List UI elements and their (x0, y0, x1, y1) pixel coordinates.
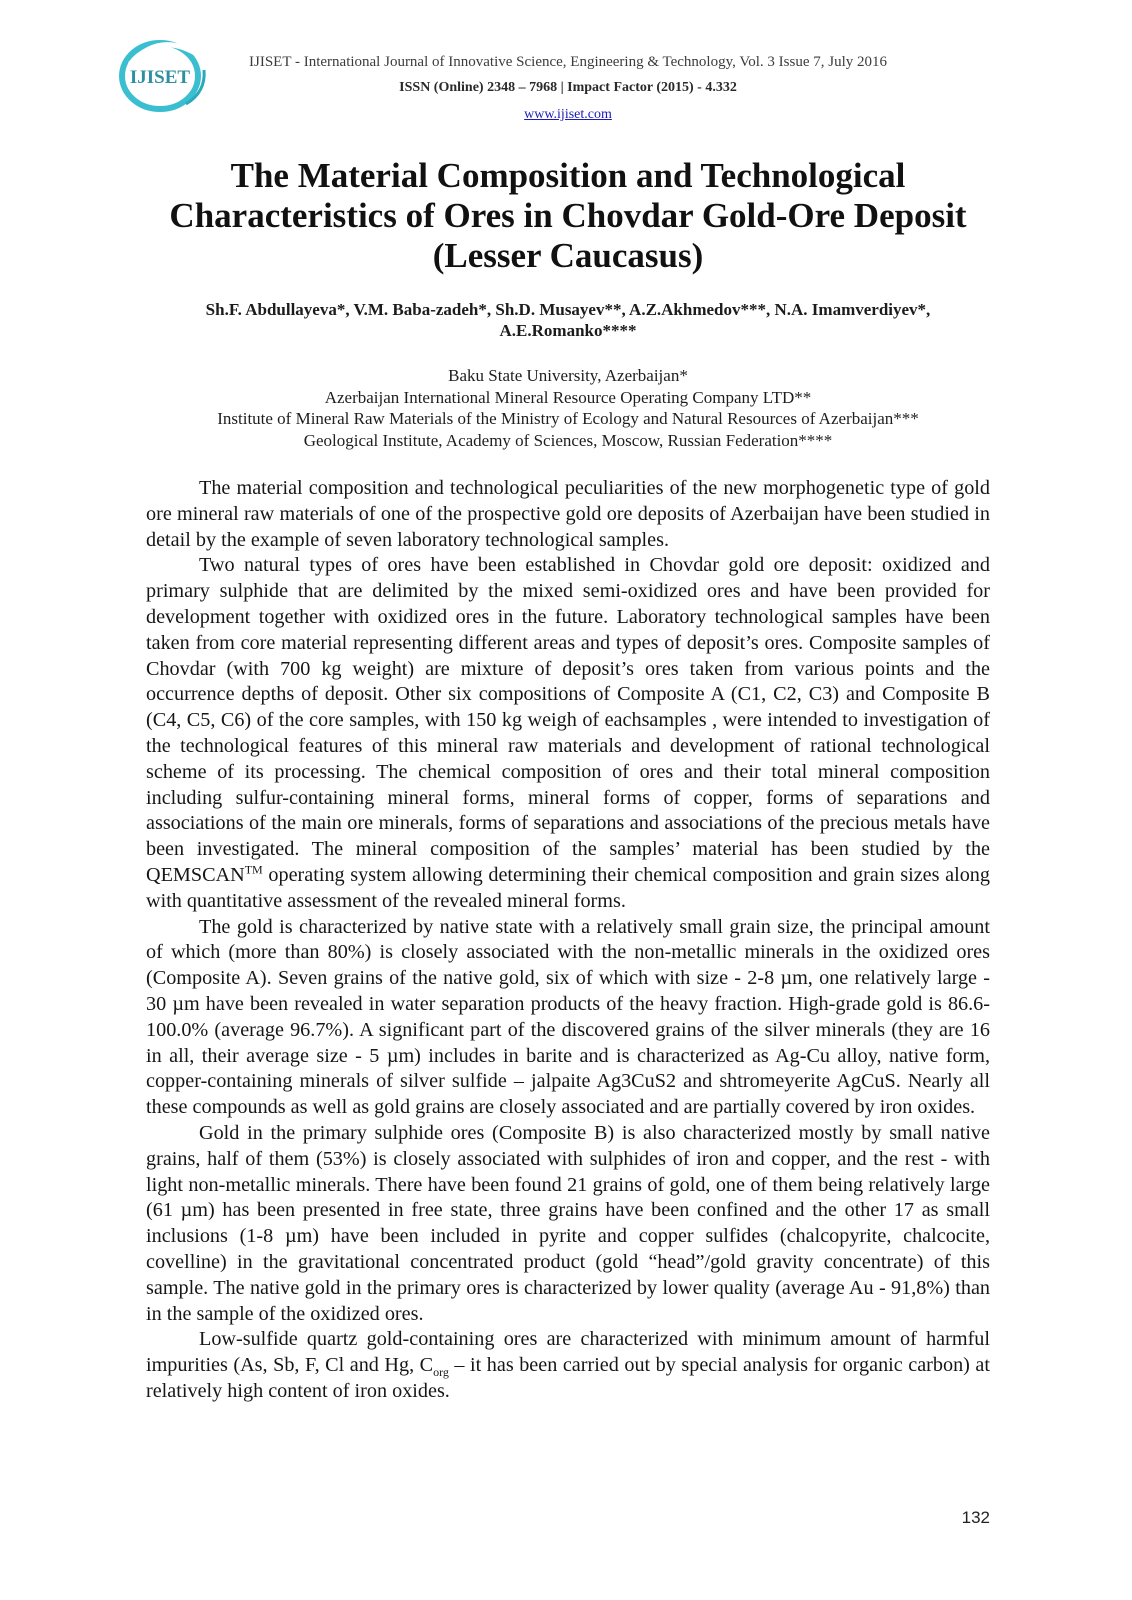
author-list (140, 299, 996, 341)
page-number: 132 (961, 1508, 990, 1527)
org-subscript: org (433, 1365, 449, 1380)
abstract-paragraph-4: Gold in the primary sulphide ores (Composite B) is also characterized mostly by small native grains, half of them (53%) is closely associated with sulphides of iron and copper, and the rest - with light non-metallic minerals. There have been found 21 grains of gold, one of them being relatively large (61 µm) has been presented in free state, three grains have been confined and the other 17 as small inclusions (1-8 µm) have been included in pyrite and copper sulfides (chalcopyrite, chalcocite, covelline) in the gravitational concentrated product (gold “head”/gold gravity concentrate) of this sample. The native gold in the primary ores is characterized by lower quality (average Au - 91,8%) than in the sample of the oxidized ores. (146, 1121, 990, 1325)
affiliation-2: Azerbaijan International Mineral Resource Operating Company LTD** (324, 387, 812, 407)
logo-text: IJISET (129, 67, 191, 88)
journal-logo (116, 34, 220, 120)
abstract-paragraph-2 (146, 553, 990, 914)
title-line-2: Characteristics of Ores in Chovdar Gold-Ore Deposit (169, 196, 967, 235)
affiliation-3: Institute of Mineral Raw Materials of the Ministry of Ecology and Natural Resources of Azerbaijan*** (217, 409, 919, 428)
paragraph-5-text-end: – it has been carried out by special analysis for organic carbon) at relatively high content of iron oxides. (146, 1354, 990, 1402)
issn-line: ISSN (Online) 2348 – 7968 | Impact Factor (2015) - 4.332 (399, 80, 737, 95)
authors-line-1: Sh.F. Abdullayeva*, V.M. Baba-zadeh*, Sh.D. Musayev**, A.Z.Akhmedov***, N.A. Imamverdiyev*, (205, 300, 931, 319)
logo-emblem (116, 34, 220, 120)
journal-website-link[interactable]: www.ijiset.com (524, 107, 612, 122)
abstract-paragraph-3: The gold is characterized by native state with a relatively small grain size, the principal amount of which (more than 80%) is closely associated with the non-metallic minerals in the oxidized ores (Composite A). Seven grains of the native gold, six of which with size - 2-8 µm, one relatively large - 30 µm have been revealed in water separation products of the heavy fraction. High-grade gold is 86.6-100.0% (average 96.7%). A significant part of the discovered grains of the silver minerals (they are 16 in all, their average size - 5 µm) includes in barite and is characterized as Ag-Cu alloy, native form, copper-containing minerals of silver sulfide – jalpaite Ag3CuS2 and shtromeyerite AgCuS. Nearly all these compounds as well as gold grains are closely associated and are partially covered by iron oxides. (146, 915, 990, 1119)
title-line-3: (Lesser Caucasus) (432, 236, 704, 275)
affiliation-1: Baku State University, Azerbaijan* (448, 366, 688, 385)
paper-title (120, 156, 1016, 276)
trademark-superscript: TM (244, 862, 263, 877)
abstract (146, 476, 990, 1405)
paragraph-2-text-end: operating system allowing determining their chemical composition and grain sizes along with quantitative assessment of the revealed mineral forms. (146, 863, 990, 912)
journal-info-line: IJISET - International Journal of Innovative Science, Engineering & Technology, Vol. 3 Issue 7, July 2016 (249, 54, 887, 70)
affiliations (120, 365, 1016, 451)
title-line-1: The Material Composition and Technological (230, 156, 906, 195)
affiliation-4: Geological Institute, Academy of Sciences, Moscow, Russian Federation**** (303, 430, 833, 450)
abstract-paragraph-1: The material composition and technological peculiarities of the new morphogenetic type of gold ore mineral raw materials of one of the prospective gold ore deposits of Azerbaijan have been studied in detail by the example of seven laboratory technological samples. (146, 477, 990, 551)
paragraph-5-text: Low-sulfide quartz gold-containing ores are characterized with minimum amount of harmful impurities (As, Sb, F, Cl and Hg, C (146, 1328, 990, 1377)
paragraph-2-text: Two natural types of ores have been established in Chovdar gold ore deposit: oxidized and primary sulphide that are delimited by the mixed semi-oxidized ores and have been provided for development together with oxidized ores in the future. Laboratory technological samples have been taken from core material representing different areas and types of deposit’s ores. Composite samples of Chovdar (with 700 kg weight) are mixture of deposit’s ores taken from various points and the occurrence depths of deposit. Other six compositions of Composite A (C1, C2, C3) and Composite B (C4, C5, C6) of the core samples, with 150 kg weigh of eachsamples , were intended to investigation of the technological features of this mineral raw materials and development of rational technological scheme of its processing. The chemical composition of ores and their total mineral composition including sulfur-containing mineral forms, mineral forms of copper, forms of separations and associations of the main ore minerals, forms of separations and associations of the precious metals have been investigated. The mineral composition of the samples’ material has been studied by the QEMSCAN (146, 554, 990, 886)
authors-line-2: A.E.Romanko**** (499, 321, 637, 340)
abstract-paragraph-5 (146, 1327, 990, 1404)
